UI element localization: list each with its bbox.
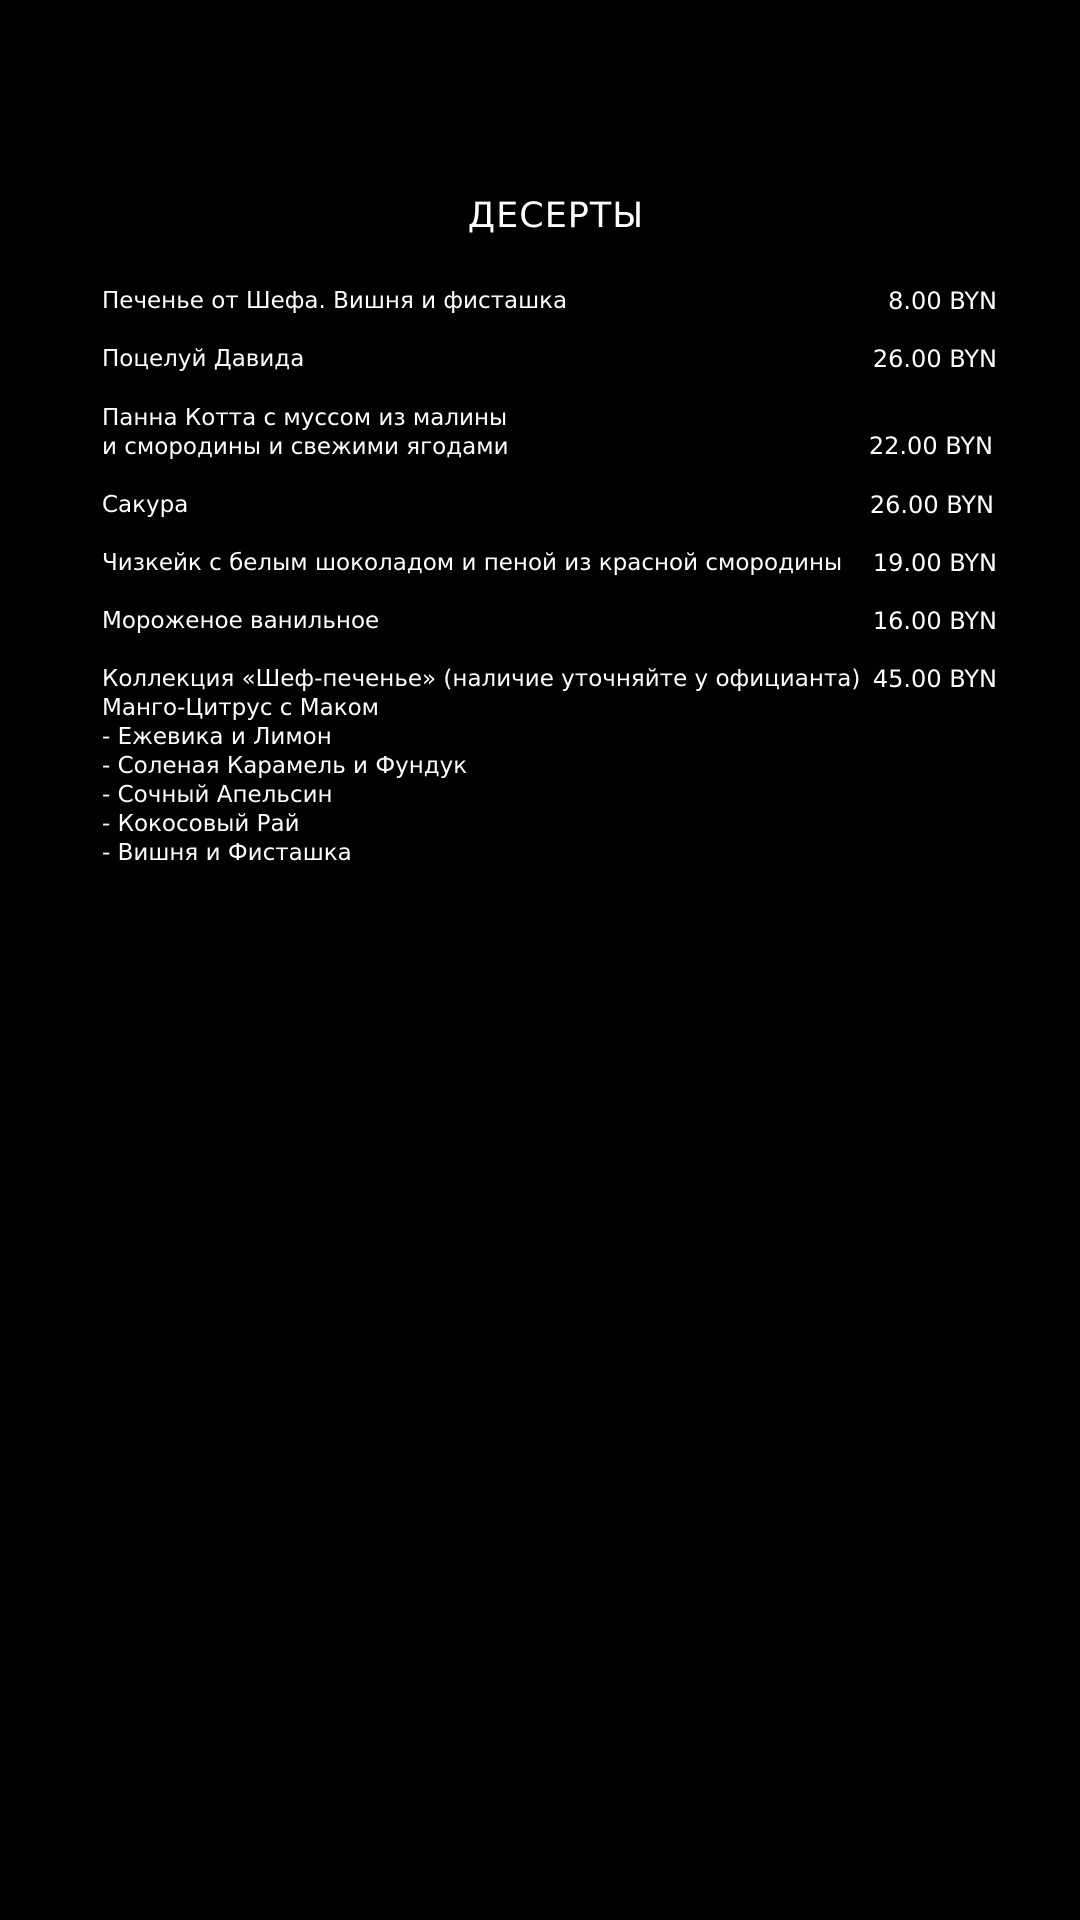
menu-item-price: 26.00 BYN — [872, 345, 997, 373]
menu-item-price: 22.00 BYN — [868, 432, 993, 460]
cookie-collection-list — [102, 694, 997, 868]
menu-item-price: 16.00 BYN — [872, 607, 997, 635]
menu-item-name: Коллекция «Шеф-печенье» (наличие уточняйте у официанта) — [102, 666, 861, 692]
list-item: - Кокосовый Рай — [102, 811, 300, 837]
menu-item-price: 8.00 BYN — [888, 287, 997, 315]
menu-item-price: 26.00 BYN — [869, 491, 994, 519]
menu-item-name: Чизкейк с белым шоколадом и пеной из красной смородины — [102, 550, 843, 576]
menu-item-name: Сакура — [102, 492, 189, 518]
menu-item-name-line: Панна Котта с муссом из малины — [102, 405, 508, 431]
list-item: - Сочный Апельсин — [102, 782, 333, 808]
menu-item-name: Печенье от Шефа. Вишня и фисташка — [102, 288, 568, 314]
menu-item — [102, 404, 997, 462]
menu-item — [102, 491, 997, 520]
menu-item — [102, 549, 997, 578]
menu-item-name-line: и смородины и свежими ягодами — [102, 434, 509, 460]
page-title: ДЕСЕРТЫ — [467, 196, 645, 237]
list-item: Манго-Цитрус с Маком — [102, 695, 380, 721]
menu-item-price: 19.00 BYN — [872, 549, 997, 577]
list-item: - Соленая Карамель и Фундук — [102, 753, 468, 779]
list-item: - Вишня и Фисташка — [102, 840, 352, 866]
menu-item-price: 45.00 BYN — [872, 665, 997, 693]
menu-item — [102, 287, 997, 316]
menu-item — [102, 665, 997, 868]
list-item: - Ежевика и Лимон — [102, 724, 332, 750]
menu-item-name: Поцелуй Давида — [102, 346, 305, 372]
menu-item — [102, 345, 997, 374]
menu-item — [102, 607, 997, 636]
menu-item-name: Мороженое ванильное — [102, 608, 380, 634]
